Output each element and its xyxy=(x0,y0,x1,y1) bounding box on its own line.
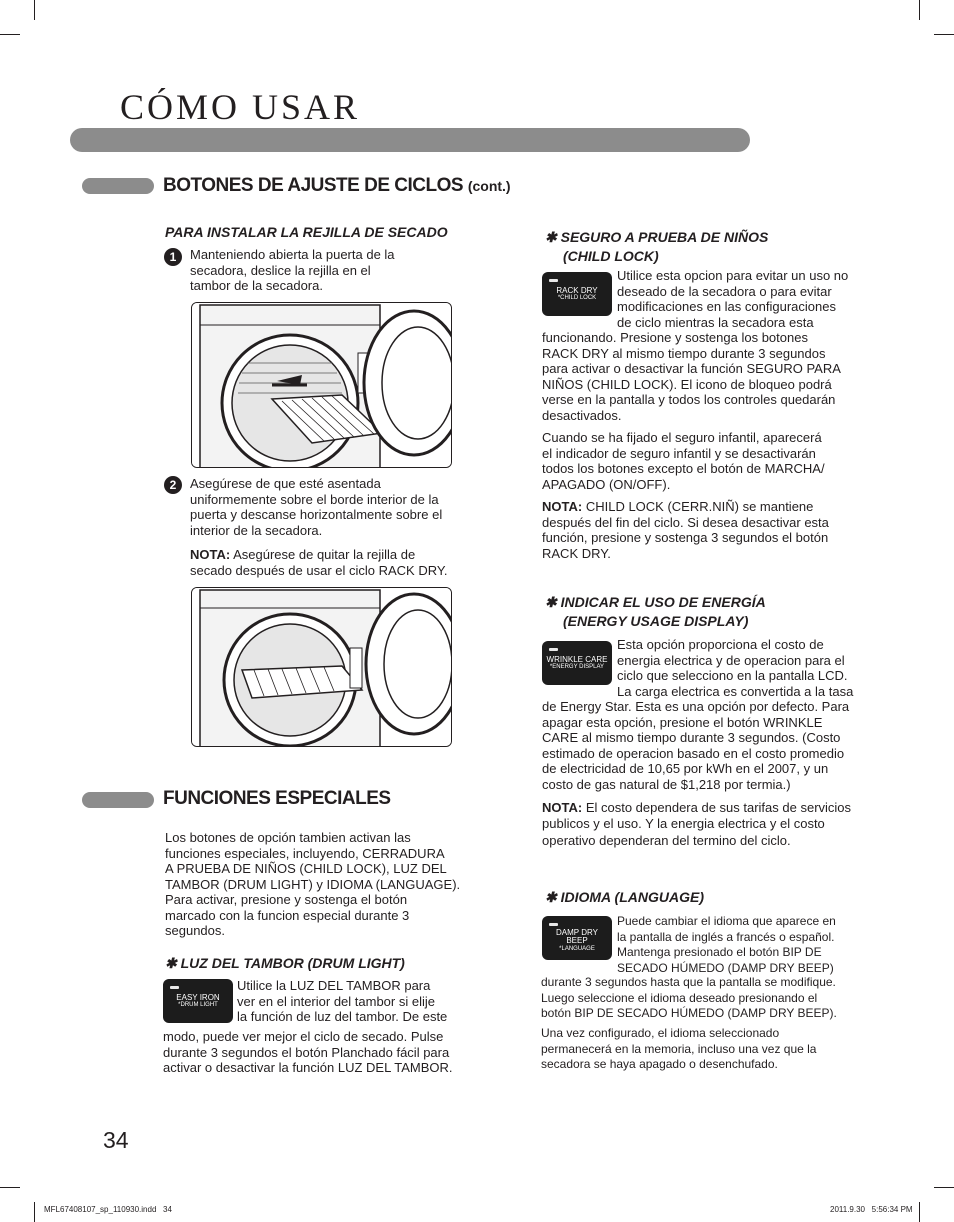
text-line: El costo dependera de sus tarifas de servicios xyxy=(585,800,852,815)
section-heading-special-functions: FUNCIONES ESPECIALES xyxy=(163,788,391,809)
text-line: de ciclo mientras la secadora esta xyxy=(617,314,814,330)
text-line: CHILD LOCK (CERR.NIÑ) se mantiene xyxy=(585,499,814,514)
text-line: La carga electrica es convertida a la tasa xyxy=(617,683,854,699)
section-heading-suffix: (cont.) xyxy=(467,178,511,194)
button-label: RACK DRY xyxy=(556,286,598,295)
section-pill xyxy=(82,178,154,194)
text-line: funciones especiales, incluyendo, CERRADURA xyxy=(165,845,445,861)
text-line: TAMBOR (DRUM LIGHT) y IDIOMA (LANGUAGE). xyxy=(165,876,461,892)
drum-light-full-text xyxy=(163,1029,498,1076)
text-line: la pantalla de inglés a francés o español. xyxy=(617,929,835,944)
text-line: durante 3 segundos hasta que la pantalla se modifique. xyxy=(541,975,836,989)
text-line: Manteniendo abierta la puerta de la xyxy=(190,247,395,262)
text-line: Utilice esta opcion para evitar un uso no xyxy=(617,268,849,283)
text-line: Asegúrese de que esté asentada xyxy=(190,476,381,491)
text-line: Luego seleccione el idioma deseado presionando el xyxy=(541,990,818,1005)
text-line: Esta opción proporciona el costo de xyxy=(617,637,824,652)
drum-light-heading: ✱ LUZ DEL TAMBOR (DRUM LIGHT) xyxy=(165,955,405,971)
text-line: APAGADO (ON/OFF). xyxy=(542,476,671,492)
energy-side-text xyxy=(617,637,887,699)
heading-line: ✱ SEGURO A PRUEBA DE NIÑOS xyxy=(545,229,769,245)
button-label: EASY IRON xyxy=(176,993,220,1002)
text-line: funcionando. Presione y sostenga los botones xyxy=(542,330,808,345)
button-label: WRINKLE CARE xyxy=(546,655,608,664)
text-line: para activar o desactivar la función SEGURO PARA xyxy=(542,361,841,376)
text-line: después del fin del ciclo. Si desea desactivar esta xyxy=(542,514,829,530)
button-label: DAMP DRY xyxy=(556,928,598,937)
footer-file-name: MFL67408107_sp_110930.indd 34 xyxy=(44,1205,172,1214)
text-line: NIÑOS (CHILD LOCK). El icono de bloqueo podrá xyxy=(542,376,832,392)
text-line: desactivados. xyxy=(542,407,622,423)
text-line: energia electrica y de operacion para el xyxy=(617,652,845,668)
heading-line: (CHILD LOCK) xyxy=(563,248,659,264)
step2-text xyxy=(190,476,490,538)
text-line: secadora se haya apagado o desenchufado. xyxy=(541,1057,778,1071)
energy-full-text xyxy=(542,699,887,792)
heading-line: ✱ INDICAR EL USO DE ENERGÍA xyxy=(545,594,766,610)
child-lock-note xyxy=(542,499,887,561)
text-line: permanecerá en la memoria, incluso una vez que la xyxy=(541,1041,817,1056)
text-line: Mantenga presionado el botón BIP DE xyxy=(617,945,822,959)
footer-timestamp: 2011.9.30 5:56:34 PM xyxy=(830,1205,913,1214)
button-sublabel: *CHILD LOCK xyxy=(557,295,597,301)
text-line: verse en la pantalla y todos los controles quedarán xyxy=(542,392,836,407)
text-line: todos los botones excepto el botón de MARCHA/ xyxy=(542,461,825,476)
note-label: NOTA: xyxy=(190,547,231,562)
crop-mark xyxy=(0,34,20,35)
button-sublabel: *LANGUAGE xyxy=(559,946,595,952)
language-heading: ✱ IDIOMA (LANGUAGE) xyxy=(545,889,704,905)
easy-iron-button-image xyxy=(163,979,233,1023)
step-number-1: 1 xyxy=(164,248,182,266)
crop-mark xyxy=(34,1202,35,1222)
dryer-rack-insert-illustration xyxy=(191,302,452,468)
text-line: puerta y descanse horizontalmente sobre el xyxy=(190,507,443,522)
section-heading-text: BOTONES DE AJUSTE DE CICLOS xyxy=(163,175,464,196)
text-line: costo de gas natural de $1,218 por termia.) xyxy=(542,776,791,792)
text-line: ver en el interior del tambor si elije xyxy=(237,993,435,1009)
text-line: Para activar, presione y sostenga el botón xyxy=(165,892,408,907)
text-line: función, presione y sostenga 3 segundos el botón xyxy=(542,530,829,545)
damp-dry-beep-button-image xyxy=(542,916,612,960)
text-line: secadora, deslice la rejilla en el xyxy=(190,262,371,278)
dryer-rack-seated-illustration xyxy=(191,587,452,747)
crop-mark xyxy=(934,1187,954,1188)
text-line: la función de luz del tambor. De este xyxy=(237,1009,448,1024)
text-line: modo, puede ver mejor el ciclo de secado. Pulse xyxy=(163,1029,444,1044)
step1-text xyxy=(190,247,480,294)
text-line: apagar esta opción, presione el botón WRINKLE xyxy=(542,714,823,730)
button-label-line2: BEEP xyxy=(566,936,588,945)
crop-mark xyxy=(919,0,920,20)
indicator-light xyxy=(549,279,558,282)
drum-light-side-text xyxy=(237,978,497,1025)
text-line: Asegúrese de quitar la rejilla de xyxy=(233,547,416,562)
energy-note xyxy=(542,800,887,849)
text-line: RACK DRY. xyxy=(542,545,611,561)
step-number-2: 2 xyxy=(164,476,182,494)
energy-heading xyxy=(545,593,766,631)
text-line: estimado de operacion basado en el costo promedio xyxy=(542,745,845,761)
text-line: segundos. xyxy=(165,923,225,938)
text-line: Cuando se ha fijado el seguro infantil, aparecerá xyxy=(542,430,822,445)
text-line: operativo dependeran del termino del ciclo. xyxy=(542,833,791,848)
wrinkle-care-button-image xyxy=(542,641,612,685)
text-line: Puede cambiar el idioma que aparece en xyxy=(617,914,836,928)
child-lock-heading xyxy=(545,228,768,266)
rack-heading: PARA INSTALAR LA REJILLA DE SECADO xyxy=(165,224,448,240)
indicator-light xyxy=(549,648,558,651)
crop-mark xyxy=(919,1202,920,1222)
text-line: deseado de la secadora o para evitar xyxy=(617,283,832,299)
text-line: activar o desactivar la función LUZ DEL TAMBOR. xyxy=(163,1060,453,1075)
child-lock-full-text xyxy=(542,330,887,423)
indicator-light xyxy=(549,923,558,926)
text-line: modificaciones en las configuraciones xyxy=(617,299,836,314)
section-pill xyxy=(82,792,154,808)
crop-mark xyxy=(34,0,35,20)
rack-note xyxy=(190,547,490,578)
child-lock-para2 xyxy=(542,430,887,492)
text-line: de Energy Star. Esta es una opción por defecto. Para xyxy=(542,699,850,714)
button-sublabel: *DRUM LIGHT xyxy=(178,1002,218,1008)
text-line: marcado con la funcion especial durante 3 xyxy=(165,907,410,923)
text-line: secado después de usar el ciclo RACK DRY. xyxy=(190,562,448,578)
text-line: botón BIP DE SECADO HÚMEDO (DAMP DRY BEEP). xyxy=(541,1006,837,1020)
text-line: Una vez configurado, el idioma seleccionado xyxy=(541,1026,780,1040)
crop-mark xyxy=(0,1187,20,1188)
crop-mark xyxy=(934,34,954,35)
text-line: tambor de la secadora. xyxy=(190,278,323,293)
text-line: publicos y el uso. Y la energia electrica y el costo xyxy=(542,815,825,831)
text-line: uniformemente sobre el borde interior de la xyxy=(190,491,439,507)
language-para2 xyxy=(541,1026,886,1073)
rack-dry-button-image xyxy=(542,272,612,316)
section-heading-cycle-buttons xyxy=(163,175,511,197)
text-line: Los botones de opción tambien activan las xyxy=(165,830,411,845)
text-line: CARE al mismo tiempo durante 3 segundos. (Costo xyxy=(542,730,841,745)
language-full-text xyxy=(541,975,886,1022)
button-sublabel: *ENERGY DISPLAY xyxy=(549,664,605,670)
text-line: ciclo que selecciono en la pantalla LCD. xyxy=(617,668,848,683)
text-line: SECADO HÚMEDO (DAMP DRY BEEP) xyxy=(617,960,834,975)
special-functions-intro xyxy=(165,830,495,939)
note-label: NOTA: xyxy=(542,800,583,815)
text-line: RACK DRY al mismo tiempo durante 3 segundos xyxy=(542,345,826,361)
text-line: durante 3 segundos el botón Planchado fácil para xyxy=(163,1044,450,1060)
language-side-text xyxy=(617,914,887,976)
text-line: de electricidad de 10,65 por kWh en el 2007, y un xyxy=(542,761,829,776)
indicator-light xyxy=(170,986,179,989)
child-lock-side-text xyxy=(617,268,887,330)
note-label: NOTA: xyxy=(542,499,583,514)
text-line: Utilice la LUZ DEL TAMBOR para xyxy=(237,978,431,993)
page-title: CÓMO USAR xyxy=(120,87,361,127)
heading-line: (ENERGY USAGE DISPLAY) xyxy=(563,613,749,629)
page-number: 34 xyxy=(103,1127,129,1153)
title-bar xyxy=(70,128,750,152)
text-line: el indicador de seguro infantil y se desactivarán xyxy=(542,445,816,461)
text-line: interior de la secadora. xyxy=(190,522,323,538)
text-line: A PRUEBA DE NIÑOS (CHILD LOCK), LUZ DEL xyxy=(165,861,447,876)
